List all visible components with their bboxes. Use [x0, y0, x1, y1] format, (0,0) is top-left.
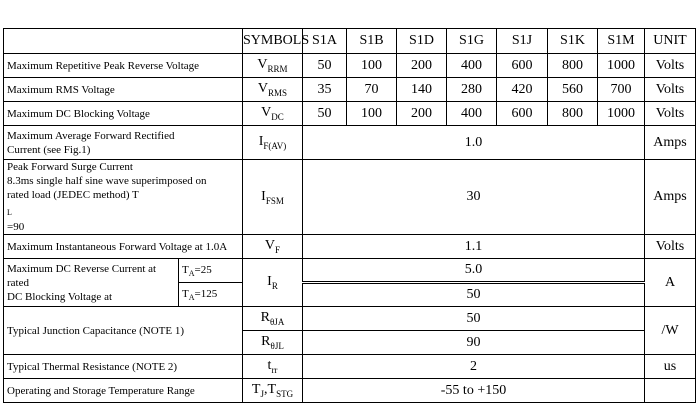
table-row: [4, 78, 696, 102]
table-row: [4, 307, 696, 331]
value-cell: 800: [548, 102, 598, 126]
value-cell: 100: [347, 102, 397, 126]
symbol-ir: $I_R$: [243, 259, 303, 307]
table-row: [4, 54, 696, 78]
header-grade-s1b: S1B: [347, 29, 397, 54]
table-row: [4, 126, 696, 160]
symbol-rtheta-ja: $R_{\theta JA}$: [243, 307, 303, 331]
value-cell: 560: [548, 78, 598, 102]
symbol-temp: $T_J,T_{STG}$: [243, 379, 303, 403]
ratings-table: [3, 28, 696, 403]
condition-ta-25: $T_A=25$: [179, 259, 243, 283]
header-grade-s1d: S1D: [397, 29, 447, 54]
value-rtheta-ja: 50: [303, 307, 645, 331]
condition-ta-125: $T_A=125$: [179, 283, 243, 307]
header-param-cell: [4, 29, 243, 54]
value-cell: 70: [347, 78, 397, 102]
unit-ifsm: Amps: [645, 160, 696, 235]
value-cell: 50: [303, 54, 347, 78]
unit-temp: [645, 379, 696, 403]
table-row: [4, 259, 696, 283]
param-vf: Maximum Instantaneous Forward Voltage at 1.0A: [4, 235, 243, 259]
value-temp: -55 to +150: [303, 379, 645, 403]
param-ir: Maximum DC Reverse Current at rated DC Blocking Voltage at: [4, 259, 179, 307]
value-cell: 200: [397, 102, 447, 126]
value-cell: 700: [598, 78, 645, 102]
param-vrms: Maximum RMS Voltage: [4, 78, 243, 102]
value-ir-125: 50: [303, 283, 645, 307]
table-row: [4, 102, 696, 126]
symbol-trr: $t_{rr}$: [243, 355, 303, 379]
param-ifav: Maximum Average Forward Rectified Current (see Fig.1): [4, 126, 243, 160]
unit-cj: /W: [645, 307, 696, 355]
value-cell: 100: [347, 54, 397, 78]
unit-vrrm: Volts: [645, 54, 696, 78]
table-row: [4, 160, 696, 235]
header-grade-s1j: S1J: [497, 29, 548, 54]
param-trr: Typical Thermal Resistance (NOTE 2): [4, 355, 243, 379]
header-symbols: SYMBOLS: [243, 29, 303, 54]
header-grade-s1m: S1M: [598, 29, 645, 54]
value-cell: 600: [497, 102, 548, 126]
param-cj: Typical Junction Capacitance (NOTE 1): [4, 307, 243, 355]
value-ifsm: 30: [303, 160, 645, 235]
value-ifav: 1.0: [303, 126, 645, 160]
table-row: [4, 235, 696, 259]
param-ifsm: Peak Forward Surge Current 8.3ms single half sine wave superimposed on rated load (JEDEC method) T $_L$ =90: [4, 160, 243, 235]
header-row: [4, 29, 696, 54]
symbol-rtheta-jl: $R_{\theta JL}$: [243, 331, 303, 355]
symbol-vdc: $V_{DC}$: [243, 102, 303, 126]
value-ir-25: 5.0: [303, 259, 645, 283]
value-cell: 420: [497, 78, 548, 102]
header-grade-s1a: S1A: [303, 29, 347, 54]
unit-ifav: Amps: [645, 126, 696, 160]
value-trr: 2: [303, 355, 645, 379]
param-temp: Operating and Storage Temperature Range: [4, 379, 243, 403]
value-cell: 50: [303, 102, 347, 126]
header-grade-s1g: S1G: [447, 29, 497, 54]
value-cell: 400: [447, 54, 497, 78]
value-rtheta-jl: 90: [303, 331, 645, 355]
unit-trr: us: [645, 355, 696, 379]
value-cell: 140: [397, 78, 447, 102]
value-vf: 1.1: [303, 235, 645, 259]
value-cell: 200: [397, 54, 447, 78]
unit-vf: Volts: [645, 235, 696, 259]
unit-vdc: Volts: [645, 102, 696, 126]
value-cell: 600: [497, 54, 548, 78]
value-cell: 800: [548, 54, 598, 78]
header-grade-s1k: S1K: [548, 29, 598, 54]
unit-vrms: Volts: [645, 78, 696, 102]
symbol-ifsm: $I_{FSM}$: [243, 160, 303, 235]
value-cell: 400: [447, 102, 497, 126]
value-cell: 1000: [598, 54, 645, 78]
param-vdc: Maximum DC Blocking Voltage: [4, 102, 243, 126]
table-row: [4, 379, 696, 403]
header-unit: UNIT: [645, 29, 696, 54]
value-cell: 1000: [598, 102, 645, 126]
value-cell: 35: [303, 78, 347, 102]
param-vrrm: Maximum Repetitive Peak Reverse Voltage: [4, 54, 243, 78]
value-cell: 280: [447, 78, 497, 102]
table-row: [4, 355, 696, 379]
symbol-vf: $V_F$: [243, 235, 303, 259]
unit-ir: A: [645, 259, 696, 307]
symbol-ifav: $I_{F(AV)}$: [243, 126, 303, 160]
symbol-vrms: $V_{RMS}$: [243, 78, 303, 102]
symbol-vrrm: $V_{RRM}$: [243, 54, 303, 78]
